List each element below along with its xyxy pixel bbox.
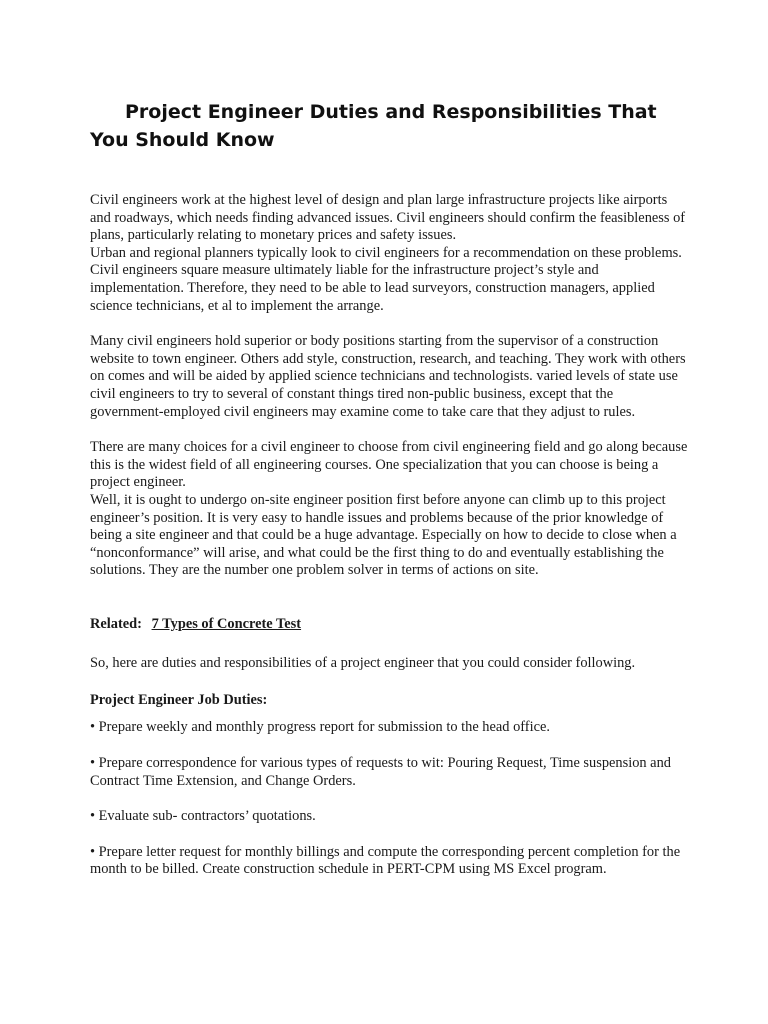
related-link[interactable]: 7 Types of Concrete Test bbox=[151, 615, 302, 632]
paragraph-spacer bbox=[90, 421, 690, 439]
duty-item: • Prepare correspondence for various types of requests to wit: Pouring Request, Time suspension and Contract Time Extension, and Change Orders. bbox=[90, 755, 671, 789]
duties-heading: Project Engineer Job Duties: bbox=[90, 692, 268, 709]
paragraph-1: Civil engineers work at the highest level of design and plan large infrastructure projects like airports and roadways, which needs finding advanced issues. Civil engineers should confirm the feasibleness of plans, particularly relating to monetary prices and safety issues. bbox=[90, 192, 686, 244]
paragraph-spacer bbox=[90, 315, 690, 333]
paragraph-3: Many civil engineers hold superior or body positions starting from the supervisor of a construction website to town engineer. Others add style, construction, research, and teaching. They work with others on comes and will be aided by applied science technicians and technologists. varied levels of state use civil engineers to try to several of constant things tired non-public business, except that the government-employed civil engineers may examine come to take care that they adjust to rules. bbox=[90, 333, 686, 420]
intro-paragraph: So, here are duties and responsibilities of a project engineer that you could consider following. bbox=[90, 654, 636, 671]
document-page bbox=[90, 98, 690, 897]
duty-item: • Prepare weekly and monthly progress report for submission to the head office. bbox=[90, 719, 550, 736]
related-line bbox=[90, 616, 690, 633]
paragraph-4: There are many choices for a civil engineer to choose from civil engineering field and go along because this is the widest field of all engineering courses. One specialization that you can choose is being a project engineer. bbox=[90, 439, 688, 491]
document-title: Project Engineer Duties and Responsibilities That You Should Know bbox=[90, 101, 657, 151]
duty-item: • Prepare letter request for monthly billings and compute the corresponding percent completion for the month to be billed. Create construction schedule in PERT-CPM using MS Excel program. bbox=[90, 843, 681, 878]
duty-item: • Evaluate sub- contractors’ quotations. bbox=[90, 808, 316, 825]
related-label: Related: bbox=[90, 615, 142, 632]
paragraph-5: Well, it is ought to undergo on-site engineer position first before anyone can climb up to this project engineer’s position. It is very easy to handle issues and problems because of the prior knowledge of being a site engineer and that could be a huge advantage. Especially on how to decide to close when a “nonconformance” will arise, and what could be the first thing to do and eventually establishing the solutions. They are the number one problem solver in terms of actions on site. bbox=[90, 491, 677, 579]
paragraph-2: Urban and regional planners typically look to civil engineers for a recommendation on these problems. Civil engineers square measure ultimately liable for the infrastructure project’s style and implementation. Therefore, they need to be able to lead surveyors, construction managers, applied science technicians, et al to implement the arrange. bbox=[90, 244, 682, 314]
